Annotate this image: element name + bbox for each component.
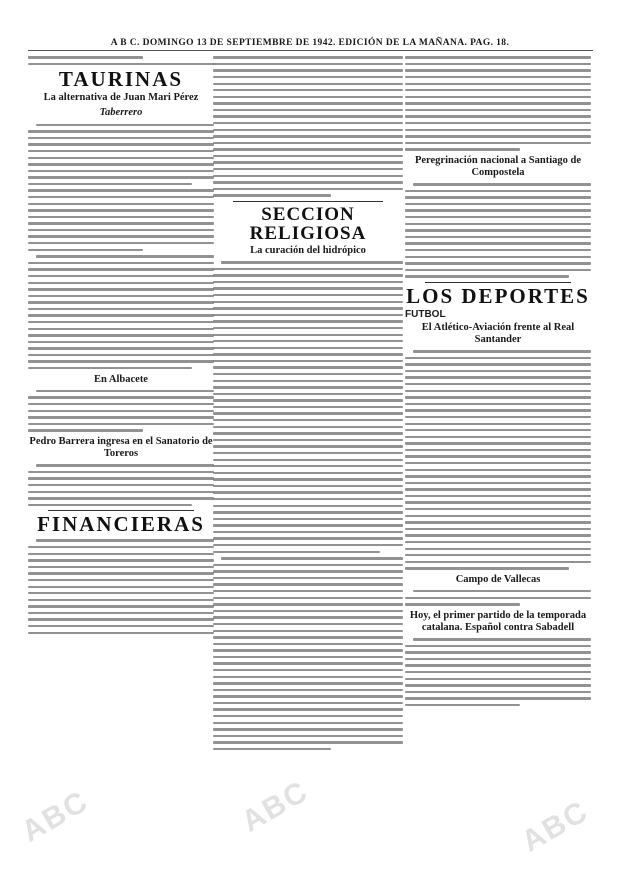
section-title-financieras: FINANCIERAS <box>37 512 205 537</box>
headline-albacete: En Albacete <box>94 373 148 385</box>
divider <box>425 282 571 283</box>
headline-atletico: El Atlético-Aviación frente al Real Santander <box>421 321 575 345</box>
article-text <box>28 390 214 432</box>
article-text <box>405 183 591 277</box>
running-head: A B C. DOMINGO 13 DE SEPTIEMBRE DE 1942. EDICIÓN DE LA MAÑANA. PAG. 18. <box>110 38 510 48</box>
divider <box>48 510 194 511</box>
watermark: ABC <box>236 774 315 839</box>
section-title-religiosa: SECCION RELIGIOSA <box>249 203 367 244</box>
article-text <box>405 56 591 150</box>
article-text <box>28 464 214 506</box>
article-text <box>405 350 591 569</box>
article-text <box>28 124 214 370</box>
headline-hidropico: La curación del hidrópico <box>250 244 366 256</box>
headline-barrera: Pedro Barrera ingresa en el Sanatorio de Toreros <box>29 435 213 459</box>
article-text <box>28 539 214 633</box>
section-title-deportes: LOS DEPORTES <box>406 283 590 308</box>
place-heading: Taberrero <box>99 107 143 119</box>
article-text <box>405 638 591 706</box>
sport-label-futbol: FUTBOL <box>405 308 446 320</box>
watermark: ABC <box>16 784 95 849</box>
header-rule <box>28 50 593 51</box>
column-1 <box>28 52 214 867</box>
headline-vallecas: Campo de Vallecas <box>455 573 541 585</box>
headline-catalana: Hoy, el primer partido de la temporada catalana. Español contra Sabadell <box>409 609 587 633</box>
headline-peregrinacion: Peregrinación nacional a Santiago de Compostela <box>414 154 582 178</box>
watermark: ABC <box>516 794 595 859</box>
headline-alternativa: La alternativa de Juan Mari Pérez <box>43 92 199 104</box>
article-text <box>28 56 214 65</box>
article-text <box>213 56 403 197</box>
article-text <box>405 590 591 606</box>
column-3 <box>405 52 591 867</box>
article-text <box>213 261 403 750</box>
section-title-taurinas: TAURINAS <box>58 67 184 92</box>
divider <box>233 201 383 202</box>
column-2 <box>213 52 403 867</box>
